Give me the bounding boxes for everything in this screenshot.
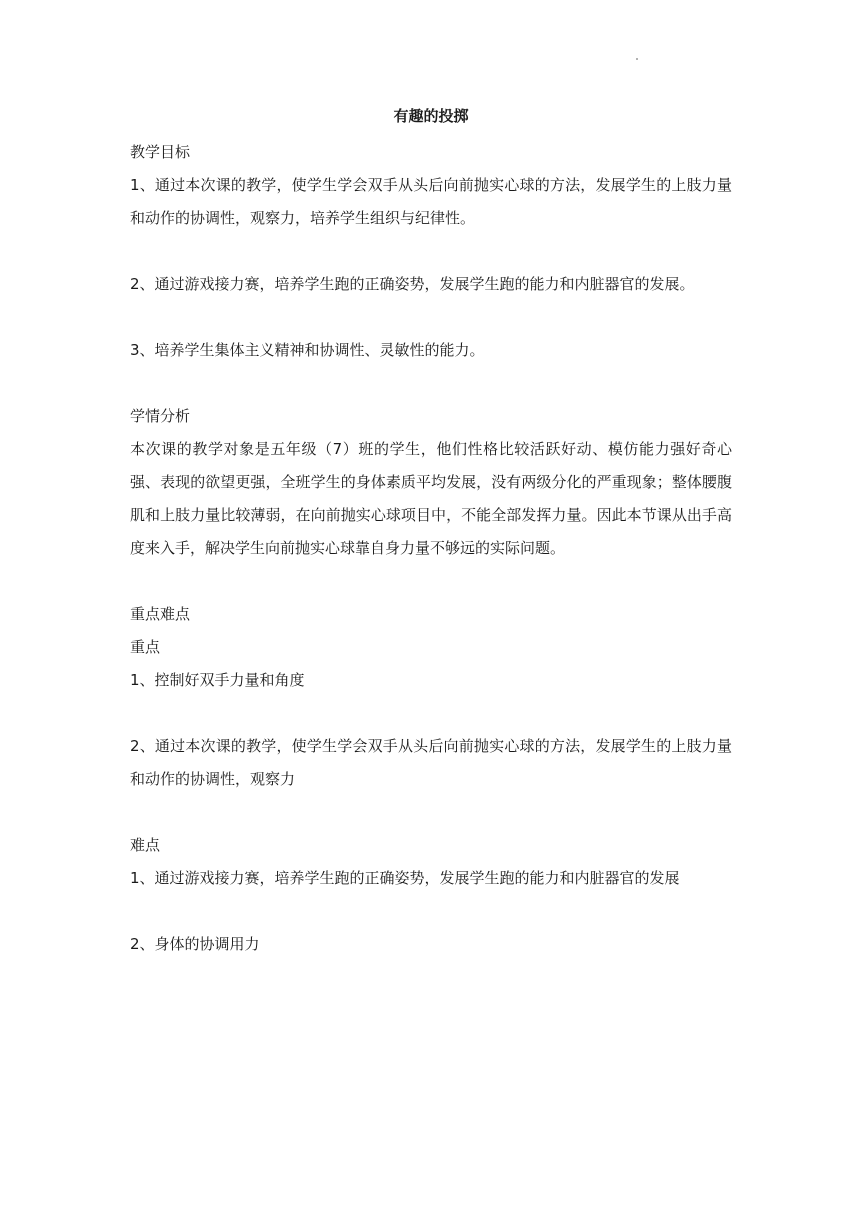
spacer [130,895,732,928]
spacer [130,235,732,268]
difficulty-subheading: 难点 [130,836,161,854]
spacer [130,796,732,829]
difficulty-item-1: 1、通过游戏接力赛，培养学生跑的正确姿势，发展学生跑的能力和内脏器官的发展 [130,869,680,887]
objective-item-2: 2、通过游戏接力赛，培养学生跑的正确姿势，发展学生跑的能力和内脏器官的发展。 [130,275,695,293]
objectives-heading: 教学目标 [130,143,191,161]
analysis-text: 本次课的教学对象是五年级（7）班的学生，他们性格比较活跃好动、模仿能力强好奇心强、表现的欲望更强，全班学生的身体素质平均发展，没有两级分化的严重现象；整体腰腹肌和上肢力量比较薄弱，在向前抛实心球项目中，不能全部发挥力量。因此本节课从出手高度来入手，解决学生向前抛实心球靠自身力量不够远的实际问题。 [130,440,732,557]
spacer [130,565,732,598]
spacer [130,367,732,400]
spacer [130,301,732,334]
document-body [130,104,732,961]
keypoints-heading: 重点难点 [130,605,191,623]
key-subheading: 重点 [130,638,161,656]
key-item-1: 1、控制好双手力量和角度 [130,671,305,689]
objective-item-3: 3、培养学生集体主义精神和协调性、灵敏性的能力。 [130,341,485,359]
spacer [130,697,732,730]
key-item-2: 2、通过本次课的教学，使学生学会双手从头后向前抛实心球的方法，发展学生的上肢力量和动作的协调性，观察力 [130,737,732,788]
analysis-heading: 学情分析 [130,407,191,425]
difficulty-item-2: 2、身体的协调用力 [130,935,260,953]
page-mark [636,58,638,60]
document-title: 有趣的投掷 [393,107,469,125]
objective-item-1: 1、通过本次课的教学，使学生学会双手从头后向前抛实心球的方法，发展学生的上肢力量和动作的协调性，观察力，培养学生组织与纪律性。 [130,176,732,227]
